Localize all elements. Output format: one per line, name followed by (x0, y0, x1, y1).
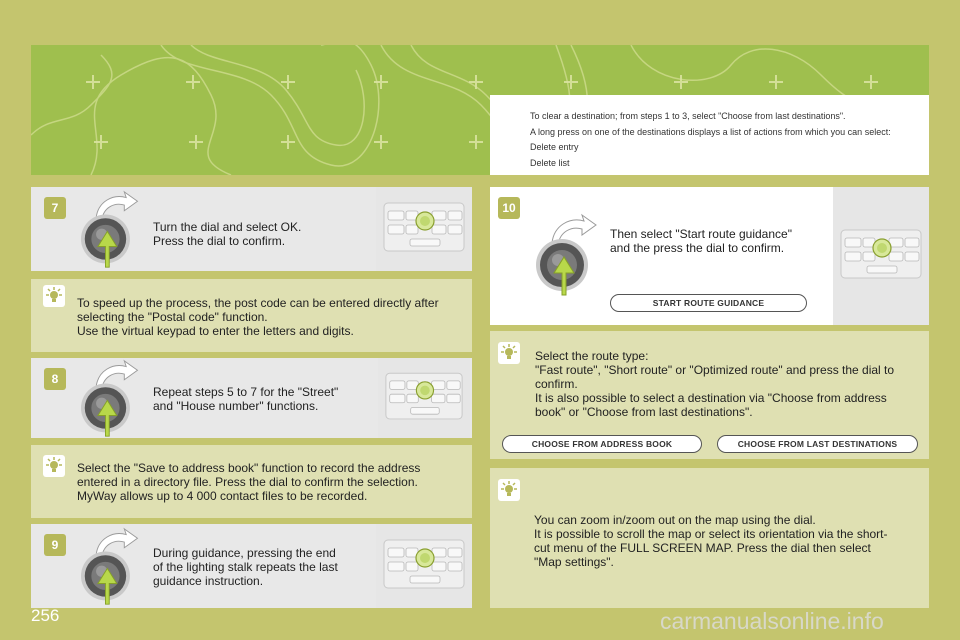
step-text (153, 220, 301, 248)
text-line: Select the "Save to address book" function to record the address (77, 461, 421, 475)
lightbulb-icon (43, 285, 65, 307)
tip-text (77, 296, 439, 338)
text-line: and "House number" functions. (153, 399, 319, 413)
text-line: cut menu of the FULL SCREEN MAP. Press the dial then select (534, 541, 871, 555)
step-10-panel (490, 187, 929, 325)
text-line: Select the route type: (535, 349, 649, 363)
text-line: Use the virtual keypad to enter the letters and digits. (77, 324, 354, 338)
text-line: "Fast route", "Short route" or "Optimized route" and press the dial to (535, 363, 895, 377)
watermark: carmanualsonline.info (660, 608, 884, 634)
tip-text (77, 461, 420, 503)
tip-text (535, 349, 894, 419)
text-line: and the press the dial to confirm. (610, 241, 785, 255)
step-number-badge: 9 (44, 534, 66, 556)
text-line: "Map settings". (534, 555, 614, 569)
step-text (610, 227, 792, 255)
text-line: Repeat steps 5 to 7 for the "Street" (153, 385, 339, 399)
tip-text (534, 513, 888, 569)
note-line: Delete entry (530, 142, 579, 152)
text-line: book" or "Choose from last destinations". (535, 405, 753, 419)
address-book-tip (31, 445, 472, 518)
step-text (153, 546, 338, 588)
step-number-badge: 7 (44, 197, 66, 219)
note-line: To clear a destination; from steps 1 to 3, select "Choose from last destinations". (530, 111, 846, 121)
dial-icon (530, 213, 610, 298)
text-line: Press the dial to confirm. (153, 234, 286, 248)
text-line: Then select "Start route guidance" (610, 227, 792, 241)
text-line: confirm. (535, 377, 578, 391)
dial-icon (73, 190, 153, 270)
step-9-panel (31, 524, 472, 608)
dial-icon (73, 359, 153, 439)
postal-code-tip (31, 279, 472, 352)
radio-panel-icon (833, 214, 929, 298)
start-route-guidance-button[interactable]: START ROUTE GUIDANCE (610, 294, 807, 312)
text-line: of the lighting stalk repeats the last (153, 560, 338, 574)
text-line: To speed up the process, the post code can be entered directly after (77, 296, 439, 310)
lightbulb-icon (43, 455, 65, 477)
lightbulb-icon (498, 479, 520, 501)
text-line: entered in a directory file. Press the dial to confirm the selection. (77, 475, 418, 489)
radio-panel-frame (833, 187, 929, 325)
route-type-tip (490, 331, 929, 459)
step-number-badge: 10 (498, 197, 520, 219)
radio-panel-icon (376, 524, 472, 608)
radio-panel-icon (376, 358, 472, 438)
radio-panel-icon (376, 187, 472, 271)
text-line: During guidance, pressing the end (153, 546, 336, 560)
text-line: It is possible to scroll the map or select its orientation via the short- (534, 527, 888, 541)
text-line: MyWay allows up to 4 000 contact files to be recorded. (77, 489, 368, 503)
note-line: Delete list (530, 157, 570, 168)
text-line: guidance instruction. (153, 574, 264, 588)
text-line: You can zoom in/zoom out on the map using the dial. (534, 513, 816, 527)
map-zoom-tip (490, 468, 929, 608)
page-number: 256 (31, 606, 60, 625)
dial-icon (73, 527, 153, 607)
step-8-panel (31, 358, 472, 438)
text-line: selecting the "Postal code" function. (77, 310, 268, 324)
step-7-panel (31, 187, 472, 271)
choose-from-address-book-button[interactable]: CHOOSE FROM ADDRESS BOOK (502, 435, 702, 453)
lightbulb-icon (498, 342, 520, 364)
note-line: A long press on one of the destinations displays a list of actions from which you can select: (530, 126, 891, 137)
text-line: Turn the dial and select OK. (153, 220, 302, 234)
choose-from-last-destinations-button[interactable]: CHOOSE FROM LAST DESTINATIONS (717, 435, 918, 453)
step-number-badge: 8 (44, 368, 66, 390)
step-text (153, 385, 338, 413)
text-line: It is also possible to select a destination via "Choose from address (535, 391, 887, 405)
clear-destination-note (490, 95, 929, 175)
